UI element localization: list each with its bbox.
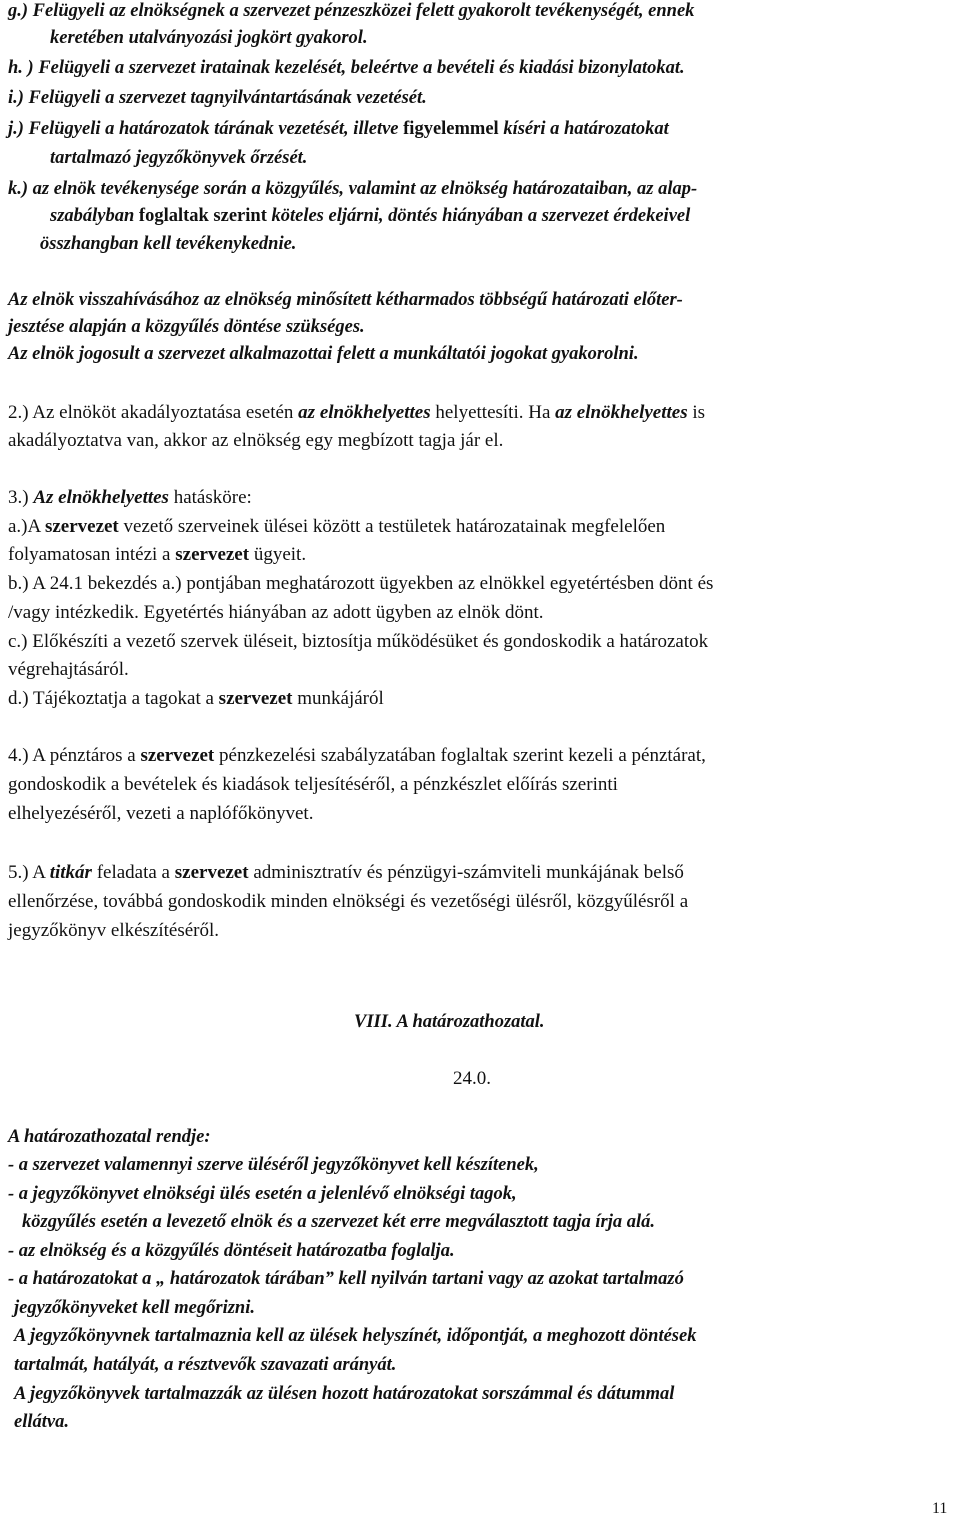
section-5-text-a: 5.) A	[8, 862, 50, 883]
item-h-line1: h. ) Felügyeli a szervezet iratainak kezelését, beleértve a bevételi és kiadási bizonylatokat.	[8, 58, 685, 78]
section-3a-line2	[8, 544, 306, 566]
section-3d-line1	[8, 688, 384, 710]
item-k-line2	[50, 205, 690, 227]
section-3-num: 3.)	[8, 487, 34, 508]
section-4-line1	[8, 745, 706, 767]
item-g-line2: keretében utalványozási jogkört gyakorol.	[50, 28, 368, 48]
section-4-line2: gondoskodik a bevételek és kiadások teljesítéséről, a pénzkészlet előírás szerinti	[8, 774, 618, 795]
item-j-text-a: j.) Felügyeli a határozatok tárának vezetését, illetve	[8, 119, 404, 139]
section-3a-org: szervezet	[44, 516, 119, 537]
recall-para-line2: jesztése alapján a közgyűlés döntése szükséges.	[8, 317, 365, 337]
section-5-line1	[8, 862, 684, 884]
item-j-line2: tartalmazó jegyzőkönyvek őrzését.	[50, 148, 308, 168]
section-2-text-c: is	[687, 402, 706, 423]
item-i-line1: i.) Felügyeli a szervezet tagnyilvántartásának vezetését.	[8, 88, 427, 108]
section-number: 24.0.	[453, 1068, 491, 1089]
section-4-text-b: pénzkezelési szabályzatában foglaltak szerint kezeli a pénztárat,	[214, 745, 706, 766]
rules-heading: A határozathozatal rendje:	[8, 1127, 211, 1147]
section-2-text-a: 2.) Az elnököt akadályoztatása esetén	[8, 402, 299, 423]
section-2-vice-1: az elnökhelyettes	[298, 402, 431, 423]
item-j-text-c: kíséri a határozatokat	[498, 119, 669, 139]
rules-item-1: - a szervezet valamennyi szerve üléséről jegyzőkönyvet kell készítenek,	[8, 1155, 539, 1175]
minutes-content-line2: tartalmát, hatályát, a résztvevők szavazati arányát.	[14, 1355, 397, 1375]
item-j-line1	[8, 118, 669, 140]
rules-item-4-cont: jegyzőkönyveket kell megőrizni.	[14, 1298, 255, 1318]
rules-item-3: - az elnökség és a közgyűlés döntéseit határozatba foglalja.	[8, 1241, 455, 1261]
section-5-line3: jegyzőkönyv elkészítéséről.	[8, 920, 220, 941]
item-k-text-b: foglaltak szerint	[138, 206, 267, 226]
minutes-resolutions-line1: A jegyzőkönyvek tartalmazzák az ülésen hozott határozatokat sorszámmal és dátummal	[14, 1384, 675, 1404]
section-3a2-text-a: folyamatosan intézi a	[8, 544, 176, 565]
section-3a-line1	[8, 516, 665, 538]
section-3-text: hatásköre:	[168, 487, 252, 508]
section-5-secretary: titkár	[49, 862, 92, 883]
item-k-text-c: köteles eljárni, döntés hiányában a szervezet érdekeivel	[266, 206, 691, 226]
section-2-vice-2: az elnökhelyettes	[555, 402, 688, 423]
section-3c-line1: c.) Előkészíti a vezető szervek üléseit, biztosítja működésüket és gondoskodik a határozatok	[8, 631, 709, 652]
recall-para-line1: Az elnök visszahívásához az elnökség minősített kétharmados többségű határozati előter-	[8, 290, 683, 310]
section-2-line2: akadályoztatva van, akkor az elnökség egy megbízott tagja jár el.	[8, 430, 504, 451]
rules-item-4: - a határozatokat a „ határozatok tárában” kell nyilván tartani vagy az azokat tartalmazó	[8, 1269, 684, 1289]
section-3-heading	[8, 487, 252, 509]
item-k-text-a: szabályban	[50, 206, 139, 226]
section-4-text-a: 4.) A pénztáros a	[8, 745, 141, 766]
item-k-line1: k.) az elnök tevékenysége során a közgyűlés, valamint az elnökség határozataiban, az alap-	[8, 179, 698, 199]
employer-rights-para: Az elnök jogosult a szervezet alkalmazottai felett a munkáltatói jogokat gyakorolni.	[8, 344, 639, 364]
section-3d-org: szervezet	[218, 688, 293, 709]
section-5-line2: ellenőrzése, továbbá gondoskodik minden elnökségi és vezetőségi ülésről, közgyűlésről a	[8, 891, 689, 912]
section-5-text-b: feladata a	[91, 862, 175, 883]
section-3b-line2: /vagy intézkedik. Egyetértés hiányában az adott ügyben az elnök dönt.	[8, 602, 544, 623]
minutes-content-line1: A jegyzőkönyvnek tartalmaznia kell az ülések helyszínét, időpontját, a meghozott döntések	[14, 1326, 697, 1346]
section-3a2-text-b: ügyeit.	[249, 544, 307, 565]
minutes-resolutions-line2: ellátva.	[14, 1412, 69, 1432]
section-3a2-org: szervezet	[175, 544, 250, 565]
chapter-heading: VIII. A határozathozatal.	[354, 1012, 545, 1032]
section-5-org: szervezet	[174, 862, 249, 883]
rules-item-2-cont: közgyűlés esetén a levezető elnök és a szervezet két erre megválasztott tagja írja alá.	[22, 1212, 656, 1232]
section-3a-text-a: a.)A	[8, 516, 45, 537]
section-3d-text-b: munkájáról	[292, 688, 384, 709]
section-3b-line1: b.) A 24.1 bekezdés a.) pontjában meghatározott ügyekben az elnökkel egyetértésben dönt és	[8, 573, 714, 594]
page-number: 11	[932, 1500, 948, 1517]
item-k-line3: összhangban kell tevékenykednie.	[40, 234, 297, 254]
section-5-text-c: adminisztratív és pénzügyi-számviteli munkájának belső	[248, 862, 684, 883]
section-4-org: szervezet	[140, 745, 215, 766]
section-3a-text-b: vezető szerveinek ülései között a testületek határozatainak megfelelően	[118, 516, 666, 537]
item-g-line1: g.) Felügyeli az elnökségnek a szervezet pénzeszközei felett gyakorolt tevékenységét, ennek	[8, 1, 695, 21]
section-3d-text-a: d.) Tájékoztatja a tagokat a	[8, 688, 219, 709]
rules-item-2: - a jegyzőkönyvet elnökségi ülés esetén a jelenlévő elnökségi tagok,	[8, 1184, 517, 1204]
section-2-text-b: helyettesíti. Ha	[430, 402, 556, 423]
section-3c-line2: végrehajtásáról.	[8, 659, 129, 680]
section-2-line1	[8, 402, 705, 424]
section-4-line3: elhelyezéséről, vezeti a naplófőkönyvet.	[8, 803, 314, 824]
item-j-text-b: figyelemmel	[403, 119, 499, 139]
section-3-vice: Az elnökhelyettes	[33, 487, 169, 508]
